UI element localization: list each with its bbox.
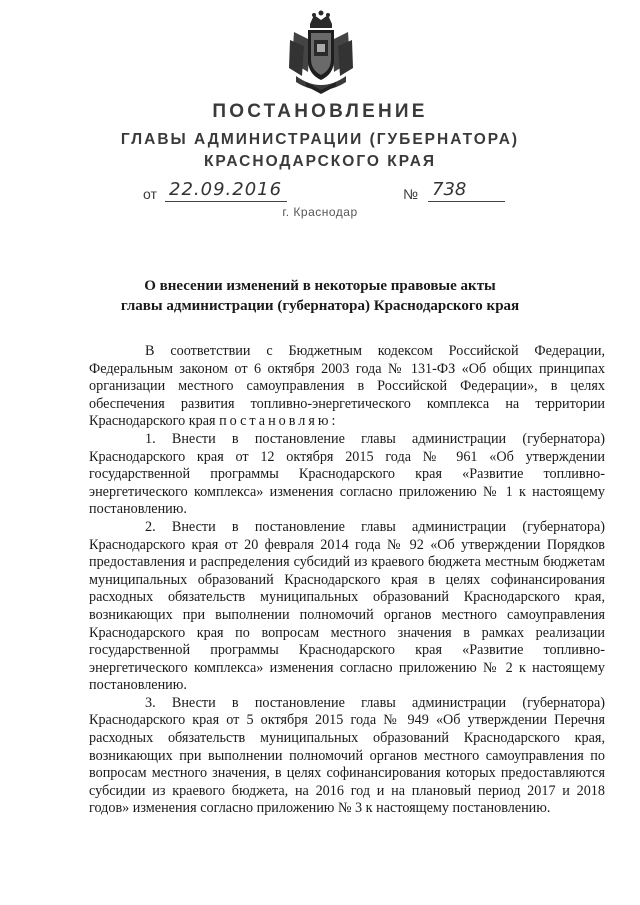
subject-line-1: О внесении изменений в некоторые правовые акты	[144, 278, 496, 294]
document-type-title: ПОСТАНОВЛЕНИЕ	[212, 101, 428, 122]
item-1-paragraph: 1. Внести в постановление главы администрации (губернатора) Краснодарского края от 12 октября 2015 года № 961 «Об утверждении государственной программы Краснодарского края «Развитие топливно-энергетического комплекса» изменения согласно приложению № 1 к настоящему постановлению.	[89, 430, 605, 518]
subject-line-2: главы администрации (губернатора) Краснодарского края	[120, 298, 520, 314]
date-prefix: от	[143, 186, 157, 202]
document-subject	[0, 276, 640, 316]
item-3-paragraph: 3. Внести в постановление главы администрации (губернатора) Краснодарского края от 5 октября 2015 года № 949 «Об утверждении Перечня расходных обязательств муниципальных образований Краснодарского края, возникающих при выполнении полномочий органов местного самоуправления по вопросам местного значения, в целях софинансирования которых предоставляются субсидии из краевого бюджета, на 2016 год и на плановый период 2017 и 2018 годов» изменения согласно приложению № 3 к настоящему постановлению.	[89, 694, 605, 817]
city-name: г. Краснодар	[282, 205, 358, 219]
preamble-paragraph	[89, 343, 605, 431]
issuer-line-2: КРАСНОДАРСКОГО КРАЯ	[203, 153, 437, 170]
issuer-line-1: ГЛАВЫ АДМИНИСТРАЦИИ (ГУБЕРНАТОРА)	[120, 131, 520, 148]
date-number-line	[143, 179, 543, 207]
krasnodar-coat-of-arms-icon	[286, 10, 356, 96]
resolution-word: постановляю:	[219, 413, 339, 430]
preamble-text: В соответствии с Бюджетным кодексом Российской Федерации, Федеральным законом от 6 октября 2003 года № 131-ФЗ «Об общих принципах организации местного самоуправления в Российской Федерации», в целях обеспечения развития топливно-энергетического комплекса на территории Краснодарского края	[89, 343, 605, 430]
item-2-paragraph: 2. Внести в постановление главы администрации (губернатора) Краснодарского края от 20 февраля 2014 года № 92 «Об утверждении Порядков предоставления и распределения субсидий из краевого бюджета местным бюджетам муниципальных образований Краснодарского края в целях софинансирования расходных обязательств муниципальных образований Краснодарского края, возникающих при выполнении полномочий органов местного самоуправления Краснодарского края по вопросам местного значения в рамках реализации государственной программы Краснодарского края «Развитие топливно-энергетического комплекса» изменения согласно приложению № 2 к настоящему постановлению.	[89, 518, 605, 694]
number-sign: №	[403, 186, 419, 202]
document-body	[89, 343, 605, 818]
handwritten-number: 738	[428, 179, 505, 202]
handwritten-date: 22.09.2016	[165, 179, 287, 202]
